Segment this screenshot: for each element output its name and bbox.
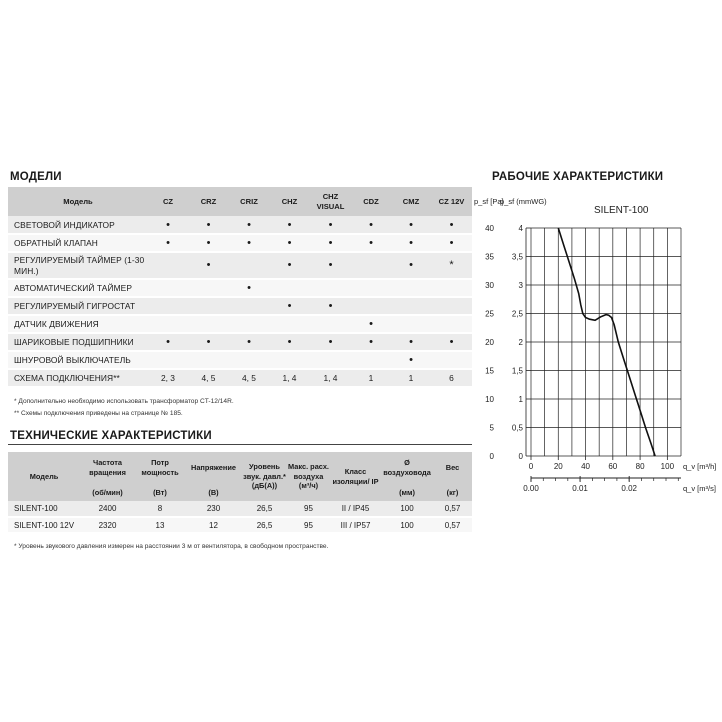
feature-label: АВТОМАТИЧЕСКИЙ ТАЙМЕР <box>8 279 148 297</box>
y-mmwg-tick-label: 3 <box>518 281 523 290</box>
feature-cell <box>269 279 310 297</box>
models-col-header: CHZ <box>269 187 310 216</box>
tech-cell: 95 <box>287 517 330 533</box>
feature-cell <box>431 315 472 333</box>
feature-cell <box>229 351 269 369</box>
models-col-header: CRZ <box>188 187 229 216</box>
feature-cell <box>148 252 188 279</box>
feature-label: РЕГУЛИРУЕМЫЙ ТАЙМЕР (1-30 МИН.) <box>8 252 148 279</box>
feature-cell: • <box>229 216 269 234</box>
feature-cell: • <box>148 333 188 351</box>
feature-cell: • <box>310 234 351 252</box>
x-tick-label: 100 <box>660 462 675 471</box>
feature-cell <box>148 351 188 369</box>
feature-cell: • <box>269 234 310 252</box>
feature-cell <box>431 297 472 315</box>
feature-cell <box>229 297 269 315</box>
feature-cell <box>351 351 391 369</box>
feature-cell: • <box>310 333 351 351</box>
x2-axis-label: q_v [m³/s] <box>683 484 716 493</box>
y-mmwg-tick-label: 1,5 <box>511 366 523 376</box>
x2-tick-label: 0.00 <box>523 484 539 493</box>
x-axis-label: q_v [m³/h] <box>683 462 717 471</box>
feature-cell <box>310 351 351 369</box>
feature-cell <box>188 315 229 333</box>
chart-axes <box>526 228 681 482</box>
tech-unit: (об/мин) <box>80 484 135 501</box>
feature-cell: • <box>351 216 391 234</box>
y-pa-tick-label: 10 <box>485 395 494 404</box>
models-col-header: CZ <box>148 187 188 216</box>
table-row <box>8 216 472 234</box>
tech-cell: 100 <box>381 517 433 533</box>
tech-unit: (В) <box>185 484 242 501</box>
table-row <box>8 252 472 279</box>
table-row <box>8 333 472 351</box>
tech-cell: 2320 <box>80 517 135 533</box>
feature-cell <box>310 279 351 297</box>
y-pa-tick-label: 40 <box>485 224 494 233</box>
tech-col-header: Макс. расх. воздуха (м³/ч) <box>287 452 330 501</box>
feature-label: СХЕМА ПОДКЛЮЧЕНИЯ** <box>8 369 148 387</box>
y-pa-axis-label: p_sf [Pa] <box>474 197 504 206</box>
table-row <box>8 517 472 533</box>
x-tick-label: 0 <box>528 462 534 471</box>
tech-col-header: Модель <box>8 452 80 501</box>
feature-label: СВЕТОВОЙ ИНДИКАТОР <box>8 216 148 234</box>
feature-cell: • <box>391 333 431 351</box>
models-col-header: Модель <box>8 187 148 216</box>
feature-cell: • <box>188 216 229 234</box>
y-pa-tick-label: 35 <box>485 252 494 262</box>
tech-col-header: Напряжение <box>185 452 242 484</box>
feature-label: ШНУРОВОЙ ВЫКЛЮЧАТЕЛЬ <box>8 351 148 369</box>
feature-cell <box>431 351 472 369</box>
feature-cell <box>148 297 188 315</box>
x2-tick-label: 0.01 <box>572 484 588 493</box>
y-mmwg-tick-label: 0 <box>518 452 523 461</box>
feature-cell: • <box>431 216 472 234</box>
table-row <box>8 369 472 387</box>
feature-cell: • <box>391 252 431 279</box>
y-mmwg-tick-label: 1 <box>518 395 523 404</box>
y-mmwg-tick-label: 2 <box>518 338 523 347</box>
feature-cell: • <box>310 297 351 315</box>
feature-cell <box>391 315 431 333</box>
feature-cell <box>269 315 310 333</box>
tech-col-header: Ø воздуховода <box>381 452 433 484</box>
tech-col-header: Потр мощность <box>135 452 185 484</box>
models-col-header: CDZ <box>351 187 391 216</box>
y-mmwg-axis-label: p_sf (mmWG) <box>500 197 547 206</box>
feature-cell: • <box>391 216 431 234</box>
tech-cell: 26,5 <box>242 517 287 533</box>
tech-table <box>8 452 472 534</box>
feature-cell: • <box>269 216 310 234</box>
divider <box>8 444 472 445</box>
x-tick-label: 80 <box>635 462 645 471</box>
models-title: МОДЕЛИ <box>10 171 62 183</box>
feature-cell: • <box>148 234 188 252</box>
tech-col-header: Уровень звук. давл.* (дБ(А)) <box>242 452 287 501</box>
feature-cell: • <box>229 333 269 351</box>
tech-cell: 8 <box>135 501 185 517</box>
feature-cell: 6 <box>431 369 472 387</box>
tech-unit: (мм) <box>381 484 433 501</box>
chart-series-title: SILENT-100 <box>594 205 649 216</box>
y-pa-tick-label: 30 <box>485 281 494 290</box>
tech-cell: 0,57 <box>433 501 472 517</box>
feature-cell <box>188 297 229 315</box>
x-tick-label: 60 <box>608 462 618 471</box>
feature-cell <box>431 279 472 297</box>
performance-chart <box>470 188 720 498</box>
feature-cell: • <box>188 252 229 279</box>
tech-title: ТЕХНИЧЕСКИЕ ХАРАКТЕРИСТИКИ <box>10 430 212 442</box>
feature-cell <box>229 315 269 333</box>
tech-col-header: Частота вращения <box>80 452 135 484</box>
feature-cell: • <box>351 333 391 351</box>
y-pa-tick-label: 5 <box>489 423 494 433</box>
feature-label: ОБРАТНЫЙ КЛАПАН <box>8 234 148 252</box>
y-pa-tick-label: 15 <box>485 366 494 376</box>
y-mmwg-tick-label: 2,5 <box>511 309 523 319</box>
tech-cell: 100 <box>381 501 433 517</box>
tech-footnote: * Уровень звукового давления измерен на расстоянии 3 м от вентилятора, в свободном пространстве. <box>14 543 329 550</box>
table-row <box>8 234 472 252</box>
tech-unit: (Вт) <box>135 484 185 501</box>
tech-col-header: Класс изоляции/ IP <box>330 452 381 501</box>
feature-cell <box>310 315 351 333</box>
feature-cell: • <box>431 333 472 351</box>
feature-cell: • <box>188 333 229 351</box>
tech-cell: SILENT-100 <box>8 501 80 517</box>
table-row <box>8 351 472 369</box>
models-col-header: CZ 12V <box>431 187 472 216</box>
feature-cell: • <box>269 297 310 315</box>
feature-cell: • <box>269 252 310 279</box>
feature-cell: • <box>431 234 472 252</box>
tech-cell: II / IP45 <box>330 501 381 517</box>
tech-col-header: Вес <box>433 452 472 484</box>
x-tick-label: 20 <box>553 462 563 471</box>
feature-cell: 1, 4 <box>269 369 310 387</box>
feature-cell: • <box>310 216 351 234</box>
models-note-2: ** Схемы подключения приведены на странице № 185. <box>14 410 183 417</box>
table-row <box>8 315 472 333</box>
chart-section-title: РАБОЧИЕ ХАРАКТЕРИСТИКИ <box>492 171 664 183</box>
feature-cell: • <box>229 234 269 252</box>
x2-tick-label: 0.02 <box>621 484 637 493</box>
feature-label: ШАРИКОВЫЕ ПОДШИПНИКИ <box>8 333 148 351</box>
feature-cell: * <box>431 252 472 279</box>
tech-cell: 2400 <box>80 501 135 517</box>
feature-cell <box>148 315 188 333</box>
models-header-row <box>8 187 472 216</box>
table-row <box>8 297 472 315</box>
y-mmwg-tick-label: 0,5 <box>511 423 523 433</box>
feature-cell: • <box>391 351 431 369</box>
table-row <box>8 501 472 517</box>
x-tick-label: 40 <box>581 462 590 471</box>
feature-cell: 1 <box>391 369 431 387</box>
feature-cell: • <box>351 234 391 252</box>
feature-label: ДАТЧИК ДВИЖЕНИЯ <box>8 315 148 333</box>
tech-cell: 0,57 <box>433 517 472 533</box>
tech-cell: 12 <box>185 517 242 533</box>
models-table <box>8 187 472 388</box>
feature-cell <box>391 279 431 297</box>
feature-cell: • <box>391 234 431 252</box>
tech-cell: 95 <box>287 501 330 517</box>
feature-cell <box>351 279 391 297</box>
feature-cell: 4, 5 <box>229 369 269 387</box>
feature-cell <box>351 297 391 315</box>
y-mmwg-tick-label: 4 <box>518 224 523 233</box>
tech-header-row <box>8 452 472 484</box>
feature-cell: • <box>351 315 391 333</box>
feature-cell: 1, 4 <box>310 369 351 387</box>
y-pa-tick-label: 20 <box>485 338 494 347</box>
chart-grid <box>531 228 681 456</box>
models-col-header: CRIZ <box>229 187 269 216</box>
feature-cell: • <box>148 216 188 234</box>
table-row <box>8 279 472 297</box>
feature-cell: • <box>229 279 269 297</box>
feature-cell <box>188 351 229 369</box>
feature-cell <box>391 297 431 315</box>
feature-cell: 1 <box>351 369 391 387</box>
models-note-1: * Дополнительно необходимо использовать трансформатор CT-12/14R. <box>14 398 234 405</box>
feature-cell <box>148 279 188 297</box>
tech-cell: 230 <box>185 501 242 517</box>
feature-cell: 4, 5 <box>188 369 229 387</box>
tech-cell: 13 <box>135 517 185 533</box>
feature-cell: • <box>269 333 310 351</box>
tech-cell: III / IP57 <box>330 517 381 533</box>
feature-cell: 2, 3 <box>148 369 188 387</box>
feature-cell <box>269 351 310 369</box>
y-pa-tick-label: 0 <box>489 452 494 461</box>
feature-cell <box>188 279 229 297</box>
models-col-header: CHZ VISUAL <box>310 187 351 216</box>
feature-cell <box>229 252 269 279</box>
feature-cell: • <box>188 234 229 252</box>
y-pa-tick-label: 25 <box>485 309 494 319</box>
y-mmwg-tick-label: 3,5 <box>511 252 523 262</box>
feature-label: РЕГУЛИРУЕМЫЙ ГИГРОСТАТ <box>8 297 148 315</box>
chart-labels <box>474 197 716 493</box>
feature-cell <box>351 252 391 279</box>
tech-cell: SILENT-100 12V <box>8 517 80 533</box>
tech-cell: 26,5 <box>242 501 287 517</box>
models-col-header: CMZ <box>391 187 431 216</box>
tech-unit: (кг) <box>433 484 472 501</box>
feature-cell: • <box>310 252 351 279</box>
